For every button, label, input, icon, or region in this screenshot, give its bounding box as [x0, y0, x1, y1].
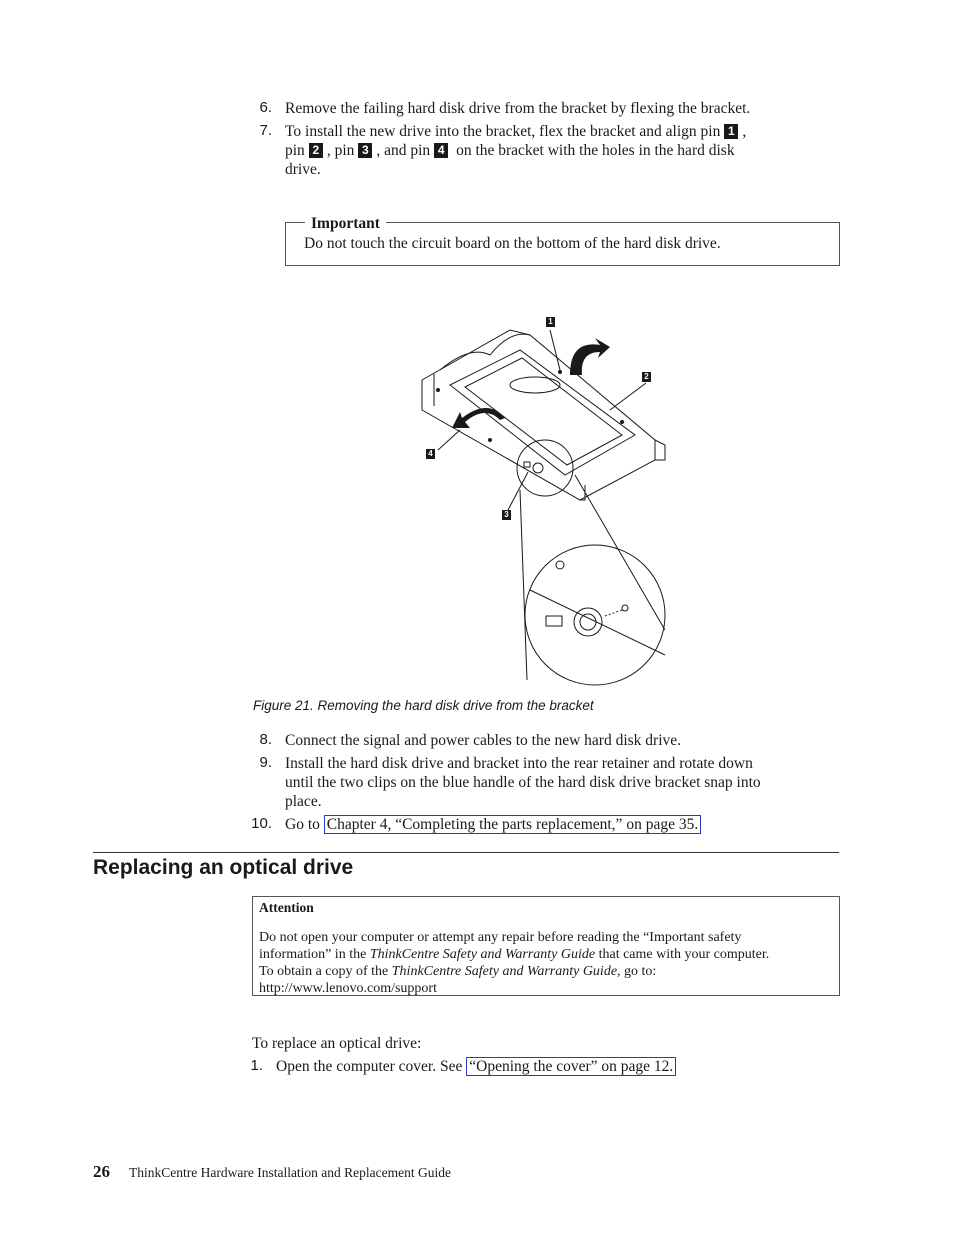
step-line: To install the new drive into the bracket, flex the bracket and align pin [285, 123, 721, 140]
attention-label: Attention [259, 900, 314, 915]
important-text: Do not touch the circuit board on the bottom of the hard disk drive. [304, 235, 721, 252]
step-line: place. [285, 793, 322, 810]
step-number: 10. [251, 815, 272, 832]
punct: , [742, 123, 747, 140]
opening-cover-link[interactable]: “Opening the cover” on page 12. [466, 1057, 676, 1076]
figure-caption: Figure 21. Removing the hard disk drive from the bracket [253, 698, 594, 713]
pin-callout: 1 [724, 124, 738, 139]
important-label: Important [305, 214, 386, 233]
attention-url: http://www.lenovo.com/support [259, 981, 437, 996]
section-rule [93, 852, 839, 853]
step-line: until the two clips on the blue handle of the hard disk drive bracket snap into [285, 774, 761, 791]
step-text [285, 815, 701, 834]
section-title: Replacing an optical drive [93, 856, 354, 879]
step-number: 8. [259, 731, 272, 748]
hard-disk-bracket-illustration [410, 310, 680, 690]
figure-callout-4: 4 [426, 449, 435, 459]
pin-callout: 3 [358, 143, 372, 158]
step-line: pin [285, 142, 305, 159]
chapter-4-link[interactable]: Chapter 4, “Completing the parts replacement,” on page 35. [324, 815, 701, 834]
figure-callout-2: 2 [642, 372, 651, 382]
step-text: Connect the signal and power cables to the new hard disk drive. [285, 732, 681, 749]
step-line: on the bracket with the holes in the hard disk [456, 142, 735, 159]
pin-callout: 2 [309, 143, 323, 158]
step-text: Remove the failing hard disk drive from the bracket by flexing the bracket. [285, 100, 751, 117]
step-number: 7. [259, 122, 272, 139]
figure-callout-3: 3 [502, 510, 511, 520]
step-number: 9. [259, 754, 272, 771]
pin-callout: 4 [434, 143, 448, 158]
step-text [285, 754, 845, 811]
step-prefix: Go to [285, 816, 320, 833]
step-number: 6. [259, 99, 272, 116]
step-line: Install the hard disk drive and bracket into the rear retainer and rotate down [285, 755, 753, 772]
attention-line: information” in the ThinkCentre Safety and Warranty Guide that came with your computer. [259, 947, 770, 962]
page-number: 26 [93, 1162, 110, 1181]
step-line: , and pin [376, 142, 431, 159]
attention-line: Do not open your computer or attempt any repair before reading the “Important safety [259, 930, 742, 945]
attention-box [252, 896, 840, 996]
intro-text: To replace an optical drive: [252, 1035, 422, 1052]
step-number: 1. [250, 1057, 263, 1074]
attention-line: To obtain a copy of the ThinkCentre Safety and Warranty Guide, go to: [259, 964, 657, 979]
step-text [285, 122, 845, 179]
step-prefix: Open the computer cover. See [276, 1058, 463, 1075]
step-line: , pin [326, 142, 355, 159]
footer-title: ThinkCentre Hardware Installation and Replacement Guide [129, 1165, 452, 1180]
step-line: drive. [285, 161, 321, 178]
step-text [276, 1057, 676, 1076]
figure-callout-1: 1 [546, 317, 555, 327]
